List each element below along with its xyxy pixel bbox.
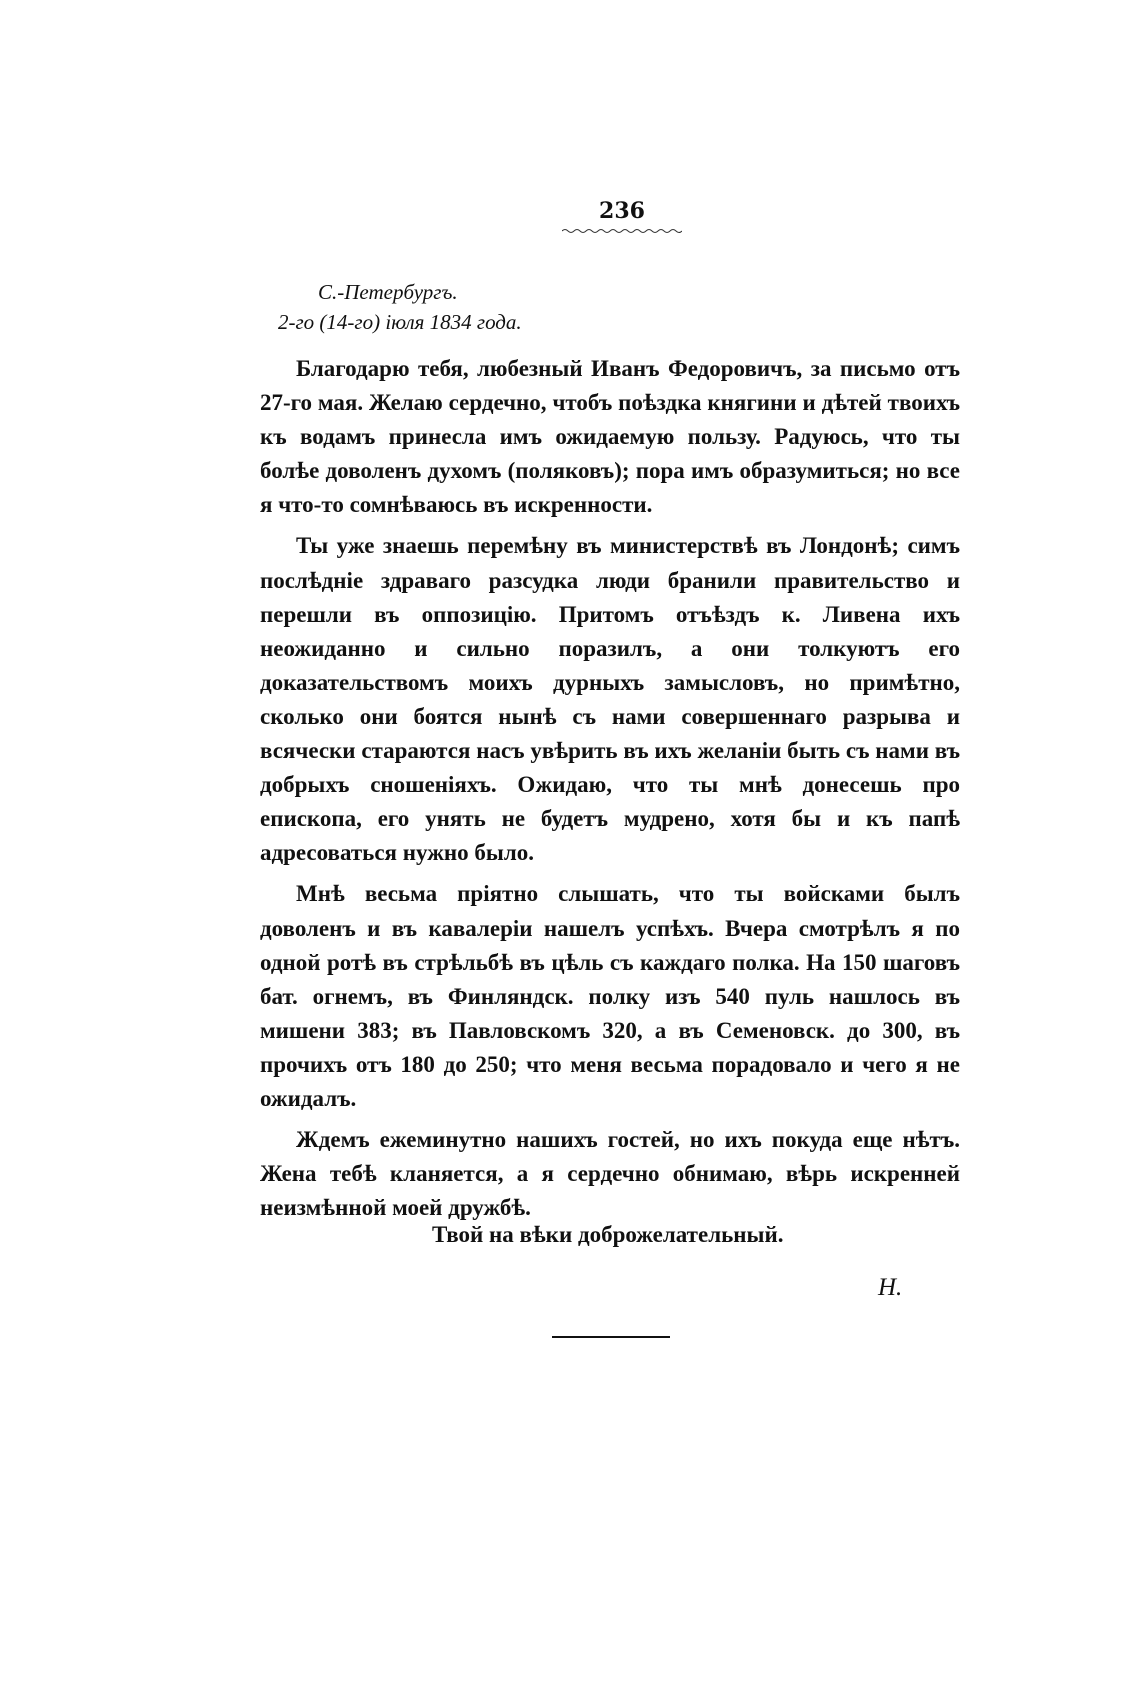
letter-body — [260, 352, 960, 1232]
paragraph: Мнѣ весьма пріятно слышать, что ты войсками былъ доволенъ и въ кавалеріи нашелъ успѣхъ. Вчера смотрѣлъ я по одной ротѣ въ стрѣльбѣ въ цѣль съ каждаго полка. На 150 шаговъ бат. огнемъ, въ Финляндск. полку изъ 540 пуль нашлось въ мишени 383; въ Павловскомъ 320, а въ Семеновск. до 300, въ прочихъ отъ 180 до 250; что меня весьма порадовало и чего я не ожидалъ. — [260, 881, 960, 1111]
paragraph: Ты уже знаешь перемѣну въ министерствѣ въ Лондонѣ; симъ послѣдніе здраваго разсудка люди бранили правительство и перешли въ оппозицію. Притомъ отъѣздъ к. Ливена ихъ неожиданно и сильно поразилъ, а они толкуютъ его доказательствомъ моихъ дурныхъ замысловъ, но примѣтно, сколько они боятся нынѣ съ нами совершеннаго разрыва и всячески стараются насъ увѣрить въ ихъ желаніи быть съ нами въ добрыхъ сношеніяхъ. Ожидаю, что ты мнѣ донесешь про епископа, его унять не будетъ мудрено, хотя бы и къ папѣ адресоваться нужно было. — [260, 533, 960, 866]
page-number: 236 — [599, 198, 645, 224]
letter-date: 2-го (14-го) іюля 1834 года. — [278, 310, 522, 334]
page-number-rule — [562, 228, 682, 234]
letter-place: С.-Петербургъ. — [318, 280, 458, 304]
end-rule — [552, 1336, 670, 1338]
signature: Н. — [878, 1274, 903, 1301]
paragraph: Ждемъ ежеминутно нашихъ гостей, но ихъ покуда еще нѣтъ. Жена тебѣ кланяется, а я сердечно обнимаю, вѣрь искренней неизмѣнной моей дружбѣ. — [260, 1127, 960, 1221]
paragraph: Благодарю тебя, любезный Иванъ Федоровичъ, за письмо отъ 27-го мая. Желаю сердечно, чтобъ поѣздка княгини и дѣтей твоихъ къ водамъ принесла имъ ожидаемую пользу. Радуюсь, что ты болѣе доволенъ духомъ (поляковъ); пора имъ образумиться; но все я что-то сомнѣваюсь въ искренности. — [260, 356, 960, 518]
closing-line: Твой на вѣки доброжелательный. — [432, 1222, 784, 1247]
